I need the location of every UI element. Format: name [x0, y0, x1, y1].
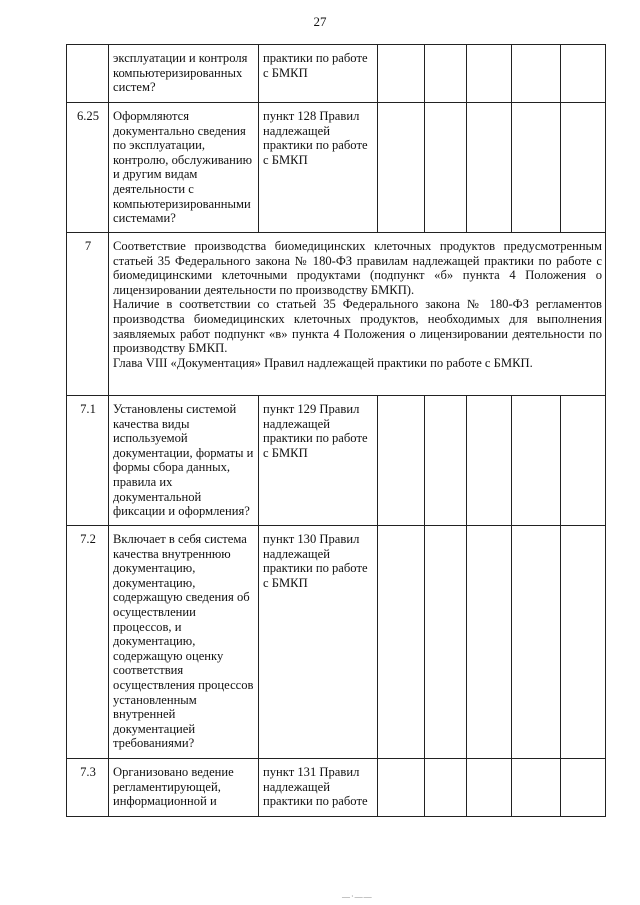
- question-cell: [109, 526, 259, 759]
- answer-yes-cell[interactable]: [378, 759, 425, 817]
- answer-no-cell[interactable]: [425, 103, 467, 233]
- answer-note-cell[interactable]: [561, 759, 606, 817]
- table-row: [67, 45, 606, 103]
- basis-cell: [259, 45, 378, 103]
- answer-no-cell[interactable]: [425, 396, 467, 526]
- basis-cell: [259, 396, 378, 526]
- answer-na-cell[interactable]: [467, 103, 512, 233]
- table-row: [67, 526, 606, 759]
- basis-cell: [259, 526, 378, 759]
- row-number: 7.1: [67, 396, 109, 526]
- question-cell: [109, 759, 259, 817]
- row-number: 6.25: [67, 103, 109, 233]
- answer-note-cell[interactable]: [561, 103, 606, 233]
- answer-no-cell[interactable]: [425, 45, 467, 103]
- page-number: 27: [313, 14, 327, 29]
- section-paragraph: Наличие в соответствии со статьей 35 Федерального закона № 180-ФЗ регламентов производства биомедицинских клеточных продуктов, необходимых для выполнения заявляемых работ подпункт «в» пункта 4 Положения о лицензировании деятельности по производству БМКП.: [113, 297, 602, 356]
- answer-ref-cell[interactable]: [512, 396, 561, 526]
- row-number: 7.2: [67, 526, 109, 759]
- section-description-cell: [109, 233, 606, 396]
- answer-na-cell[interactable]: [467, 526, 512, 759]
- answer-no-cell[interactable]: [425, 759, 467, 817]
- answer-note-cell[interactable]: [561, 45, 606, 103]
- table-row: [67, 759, 606, 817]
- basis-text: пункт 128 Правил надлежащей практики по работе с БМКП: [263, 109, 368, 167]
- basis-text: пункт 130 Правил надлежащей практики по работе с БМКП: [263, 532, 368, 590]
- row-number: [67, 45, 109, 103]
- checklist-table: [66, 44, 606, 817]
- basis-cell: [259, 759, 378, 817]
- table-row-section: [67, 233, 606, 396]
- answer-ref-cell[interactable]: [512, 526, 561, 759]
- question-text: Установлены системой качества виды используемой документации, форматы и формы сбора данных, правила их документальной фиксации и оформления?: [113, 402, 254, 519]
- question-text: Оформляются документально сведения по эксплуатации, контролю, обслуживанию и другим видам деятельности с компьютеризированными системами?: [113, 109, 252, 226]
- basis-text: практики по работе с БМКП: [263, 51, 368, 80]
- question-cell: [109, 396, 259, 526]
- question-cell: [109, 103, 259, 233]
- table-row: [67, 103, 606, 233]
- section-paragraph: Соответствие производства биомедицинских клеточных продуктов предусмотренным статьей 35 Федерального закона № 180-ФЗ правилам надлежащей практики по работе с биомедицинскими клеточными продуктами (подпункт «б» пункта 4 Положения о лицензировании деятельности по производству БМКП).: [113, 239, 602, 297]
- answer-no-cell[interactable]: [425, 526, 467, 759]
- answer-ref-cell[interactable]: [512, 103, 561, 233]
- question-text: эксплуатации и контроля компьютеризированных систем?: [113, 51, 248, 95]
- basis-cell: [259, 103, 378, 233]
- question-cell: [109, 45, 259, 103]
- answer-na-cell[interactable]: [467, 396, 512, 526]
- row-number: 7: [67, 233, 109, 396]
- answer-yes-cell[interactable]: [378, 396, 425, 526]
- answer-yes-cell[interactable]: [378, 45, 425, 103]
- footer-mark: —·——: [342, 892, 373, 901]
- basis-text: пункт 129 Правил надлежащей практики по работе с БМКП: [263, 402, 368, 460]
- question-text: Включает в себя система качества внутреннюю документацию, документацию, содержащую сведения об осуществлении процессов, и документацию, содержащую оценку соответствия осуществления процессов установленным внутренней документацией требованиями?: [113, 532, 254, 751]
- answer-na-cell[interactable]: [467, 45, 512, 103]
- answer-ref-cell[interactable]: [512, 759, 561, 817]
- section-paragraph: Глава VIII «Документация» Правил надлежащей практики по работе с БМКП.: [113, 355, 533, 370]
- basis-text: пункт 131 Правил надлежащей практики по работе: [263, 765, 368, 809]
- answer-yes-cell[interactable]: [378, 103, 425, 233]
- answer-yes-cell[interactable]: [378, 526, 425, 759]
- answer-note-cell[interactable]: [561, 526, 606, 759]
- row-number: 7.3: [67, 759, 109, 817]
- answer-ref-cell[interactable]: [512, 45, 561, 103]
- answer-note-cell[interactable]: [561, 396, 606, 526]
- question-text: Организовано ведение регламентирующей, информационной и: [113, 765, 234, 809]
- table-row: [67, 396, 606, 526]
- answer-na-cell[interactable]: [467, 759, 512, 817]
